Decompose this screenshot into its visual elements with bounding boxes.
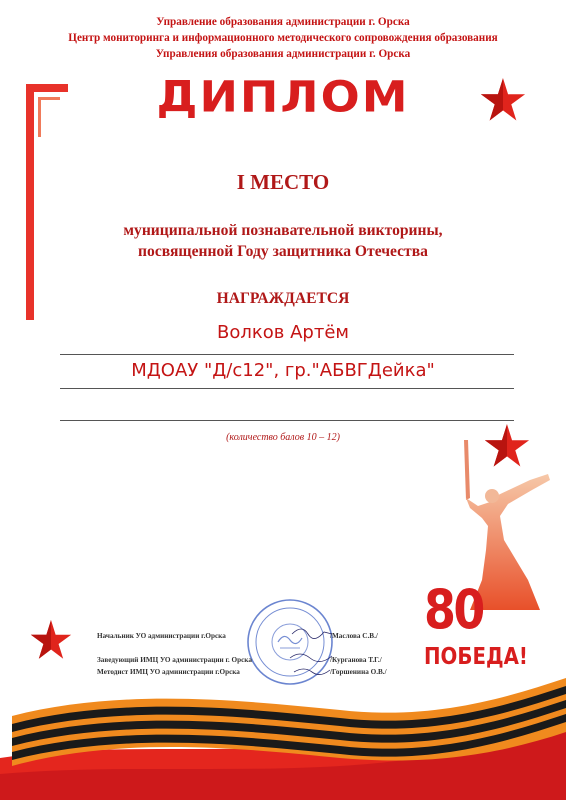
organization: МДОАУ "Д/с12", гр."АБВГДейка" <box>131 360 435 381</box>
signature-title: Методист ИМЦ УО администрации г.Орска <box>97 668 240 676</box>
signature-title: Начальник УО администрации г.Орска <box>97 632 226 640</box>
description <box>0 220 566 262</box>
corner-frame-vertical <box>26 84 34 320</box>
header-line-3: Управления образования администрации г. Орска <box>155 48 411 60</box>
awarded-label: НАГРАЖДАЕТСЯ <box>216 290 350 307</box>
diploma-title: ДИПЛОМ <box>156 72 410 122</box>
description-line-2: посвященной Году защитника Отечества <box>138 243 428 260</box>
star-icon <box>480 78 526 122</box>
signature-name: /Маслова С.В./ <box>330 632 378 640</box>
organization-underline <box>60 388 514 389</box>
corner-frame-horizontal <box>26 84 68 92</box>
points-note: (количество балов 10 – 12) <box>226 432 340 443</box>
star-icon <box>30 620 72 660</box>
print-mark <box>12 688 20 728</box>
victory-label: ПОБЕДА! <box>424 644 528 670</box>
blank-underline <box>60 420 514 421</box>
signature-row <box>97 656 382 664</box>
header-line-2: Центр мониторинга и информационного методического сопровождения образования <box>68 32 498 44</box>
signature-row <box>97 632 378 640</box>
header-line-1: Управление образования администрации г. Орска <box>156 16 410 28</box>
description-line-1: муниципальной познавательной викторины, <box>123 222 443 239</box>
corner-frame-inner-horizontal <box>38 97 60 100</box>
recipient-name: Волков Артём <box>217 322 349 343</box>
signature-title: Заведующий ИМЦ УО администрации г. Орска <box>97 656 252 664</box>
header <box>0 14 566 62</box>
anniversary-number: 80 <box>424 578 483 641</box>
place-label: I МЕСТО <box>236 170 330 194</box>
signature-name: /Горшенина О.В./ <box>330 668 387 676</box>
signature-name: /Курганова Т.Г./ <box>330 656 382 664</box>
st-george-ribbon-icon <box>0 670 566 800</box>
corner-frame-inner-vertical <box>38 97 41 137</box>
name-underline <box>60 354 514 355</box>
